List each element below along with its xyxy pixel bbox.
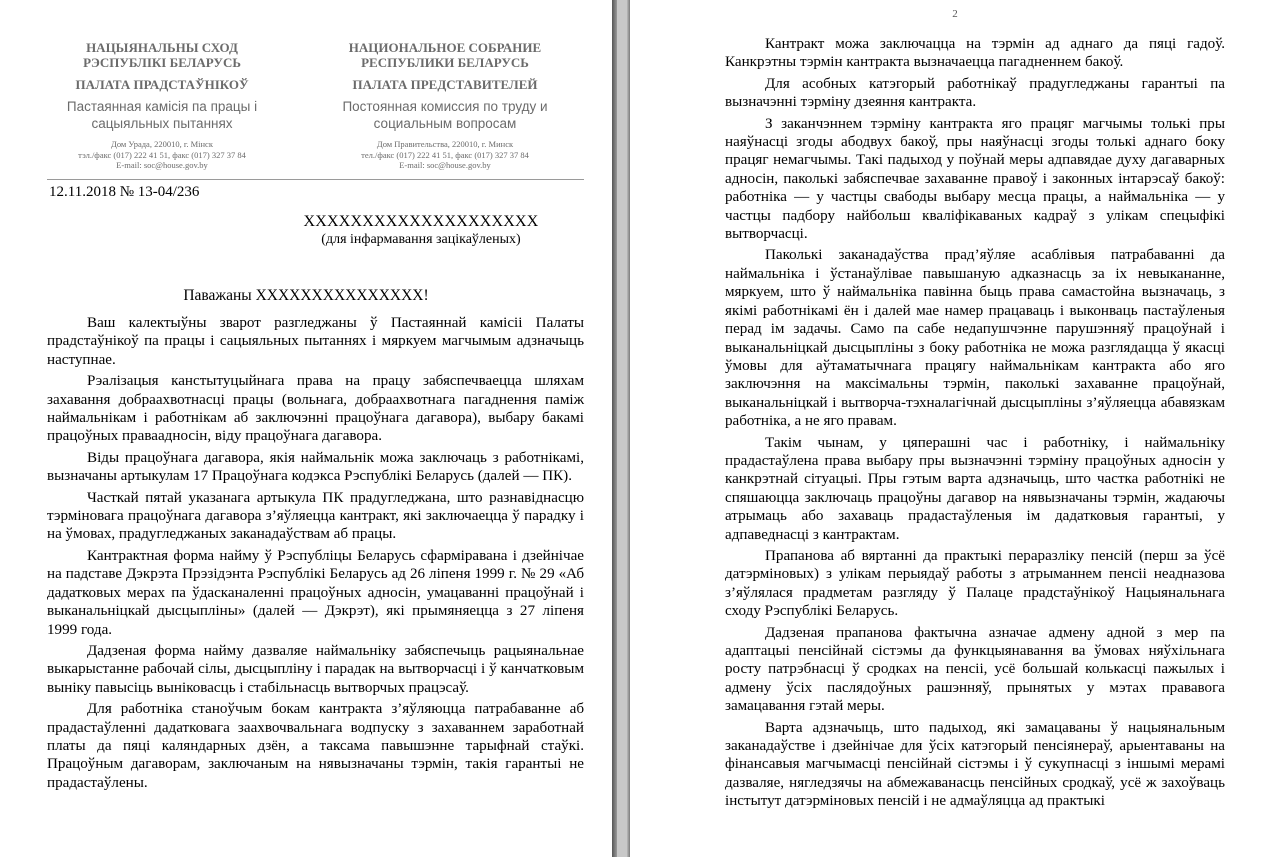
document-page-1 — [0, 0, 612, 857]
letterhead-russian — [330, 40, 560, 171]
paragraph: Такім чынам, у цяперашні час і работніку, і наймальніку прадастаўлена права выбару пры вызначэнні тэрміну працоўных адносін у канкрэтнай сітуацыі. Пры гэтым варта адзначыць, што частка работнікі не спяшаюцца заключаць працоўны дагавор на нявызначаны тэрмін, жадаючы атрымаць або захаваць прадастаўленыя ім дадатковыя гарантыі, у адпаведнасці з кантрактам. — [725, 434, 1225, 543]
page-shadow — [612, 0, 617, 857]
paragraph: Кантрактная форма найму ў Рэспубліцы Беларусь сфарміравана і дзейнічае на падставе Дэкрэта Прэзідэнта Рэспублікі Беларусь ад 26 ліпеня 1999 г. № 29 «Аб дадатковых мерах па ўдасканаленні працоўных адносін, умацаванні працоўнай і выканальніцкай дысцыпліны» (далей — Дэкрэт), які прымяняецца з 27 ліпеня 1999 года. — [47, 547, 584, 638]
paragraph: Варта адзначыць, што падыход, які замацаваны ў нацыянальным заканадаўстве і дзейнічае для ўсіх катэгорый пенсіянераў, арыентаваны на фінансавыя магчымасці пенсійнай сістэмы і ў сукупнасці з іншымі мерамі дазваляе, нягледзячы на абмежаванасць пенсійных сродкаў, усё ж захоўваць інстытут датэрміновых пенсій і не адмаўляцца ад практыкі — [725, 719, 1225, 810]
address: Дом Правительства, 220010, г. Минск — [376, 139, 514, 149]
committee-name: Постоянная комиссия по труду и социальным вопросам — [342, 99, 548, 131]
letterhead-belarusian — [47, 40, 277, 171]
committee-name: Пастаянная камісія па працы і сацыяльных пытаннях — [66, 99, 258, 131]
phone: тэл./факс (017) 222 41 51, факс (017) 327 37 84 — [78, 149, 246, 160]
paragraph: Прапанова аб вяртанні да практыкі пераразліку пенсій (перш за ўсё датэрміновых) з улікам перыядаў работы з атрыманнем пенсіі неадназова з’яўлялася прадметам разгляду ў Палаце прадстаўнікоў Нацыянальнага сходу Рэспублікі Беларусь. — [725, 547, 1225, 620]
paragraph: Ваш калектыўны зварот разгледжаны ў Пастаяннай камісіі Палаты прадстаўнікоў па працы і сацыяльных пытаннях і мяркуем магчымым адзначыць наступнае. — [47, 315, 584, 368]
recipient-name: ХХХХХХХХХХХХХХХХХХХХ — [303, 213, 539, 230]
letterhead-divider — [47, 179, 584, 180]
paragraph: Для работніка станоўчым бокам кантракта з’яўляюцца патрабаванне аб прадастаўленні дадатковага заахвочвальнага водпуску з захаваннем заработнай платы да пяці каляндарных дзён, а таксама павышэнне тарыфнай стаўкі. Працоўным дагаворам, заключаным на нявызначаны тэрмін, такія гарантыі не прадастаўлены. — [47, 701, 584, 791]
paragraph: Кантракт можа заключацца на тэрмін ад аднаго да пяці гадоў. Канкрэтны тэрмін кантракта вызначаецца пагадненнем бакоў. — [725, 36, 1225, 71]
paragraph: Віды працоўнага дагавора, якія наймальнік можа заключаць з работнікамі, вызначаны артыкулам 17 Працоўнага кодэкса Рэспублікі Беларусь (далей — ПК). — [47, 449, 584, 485]
chamber-name: ПАЛАТА ПРАДСТАЎНІКОЎ — [75, 77, 249, 92]
org-name: НАЦИОНАЛЬНОЕ СОБРАНИЕ РЕСПУБЛИКИ БЕЛАРУСЬ — [348, 40, 542, 70]
email: E-mail: soc@house.gov.by — [116, 160, 208, 170]
paragraph: Для асобных катэгорый работнікаў прадугледжаны гарантыі па вызначэнні тэрміну дзеяння кантракта. — [725, 75, 1225, 111]
paragraph: З заканчэннем тэрміну кантракта яго працяг магчымы толькі пры наяўнасці згоды абодвух бакоў, пры наяўнасці згоды толькі аднаго боку працяг немагчымы. Такі падыход у поўнай меры адпавядае духу дагаварных адносін, паколькі забяспечвае захаванне правоў і законных інтарэсаў бакоў: работніка — у частцы свабоды выбару месца працы, а наймальніка — у частцы падбору найбольш кваліфікаваных кадраў з улікам спецыфікі вытворчасці. — [725, 115, 1225, 243]
salutation: Паважаны ХХХХХХХХХХХХХХХ! — [183, 287, 429, 304]
paragraph: Рэалізацыя канстытуцыйнага права на працу забяспечваецца шляхам захавання добраахвотнасці працы (вольнага, добраахвотнага пагаднення паміж наймальнікам і работнікам аб заключэнні працоўнага дагавора), выбару бакамі працоўных праваадносін, віду працоўнага дагавора. — [47, 373, 584, 445]
chamber-name: ПАЛАТА ПРЕДСТАВИТЕЛЕЙ — [352, 77, 538, 92]
recipient-note: (для інфармавання зацікаўленых) — [321, 232, 521, 247]
org-name: НАЦЫЯНАЛЬНЫ СХОД РЭСПУБЛІКІ БЕЛАРУСЬ — [83, 40, 241, 70]
document-page-2 — [630, 0, 1280, 857]
email: E-mail: soc@house.gov.by — [399, 160, 491, 170]
address: Дом Урада, 220010, г. Мінск — [111, 139, 213, 149]
date-number: 12.11.2018 № 13-04/236 — [49, 184, 200, 200]
page-gutter — [612, 0, 630, 857]
phone: тел./факс (017) 222 41 51, факс (017) 327 37 84 — [361, 149, 529, 160]
page-number: 2 — [952, 8, 958, 20]
paragraph: Паколькі заканадаўства прад’яўляе асаблівыя патрабаванні да наймальніка і ўстанаўлівае павышаную адказнасць за іх невыкананне, мяркуем, што ў наймальніка павінна быць права самастойна вызначаць, з якімі работнікамі ён і далей мае намер працаваць і выконваць пастаўленыя перад ім задачы. Само па сабе недапушчэнне парушэнняў працоўнай і выканальніцкай дысцыпліны з боку работніка не можа разглядацца ў якасці ўмовы для аўтаматычнага працягу наймальнікам кантракта або яго заключэння на максімальны тэрмін, паколькі захаванне працоўнай, выканальніцкай і вытворча-тэхналагічнай дысцыпліны з’яўляецца абавязкам работніка, а не яго правам. — [725, 247, 1225, 430]
paragraph: Дадзеная прапанова фактычна азначае адмену адной з мер па адаптацыі пенсійнай сістэмы да функцыянавання ва ўмовах няўхільнага росту патрэбнасці ў сродках на пенсіі, усё большай колькасці пажылых і адмену ўсіх паслядоўных рашэнняў, прынятых у мэтах прававога замацавання гэтай меры. — [725, 624, 1225, 715]
body-text — [725, 35, 1225, 814]
paragraph: Дадзеная форма найму дазваляе наймальніку забяспечыць рацыянальнае выкарыстанне рабочай сілы, дысцыпліну і парадак на вытворчасці і ў канчатковым выніку павысіць выніковасць і стабільнасць вытворчых працэсаў. — [47, 642, 584, 696]
paragraph: Часткай пятай указанага артыкула ПК прадугледжана, што разнавіднасцю тэрміновага працоўнага дагавора з’яўляецца кантракт, які заключаецца ў парадку і на ўмовах, прадугледжаных заканадаўствам аб працы. — [47, 489, 584, 543]
body-text — [47, 314, 584, 795]
recipient-block — [290, 213, 552, 248]
